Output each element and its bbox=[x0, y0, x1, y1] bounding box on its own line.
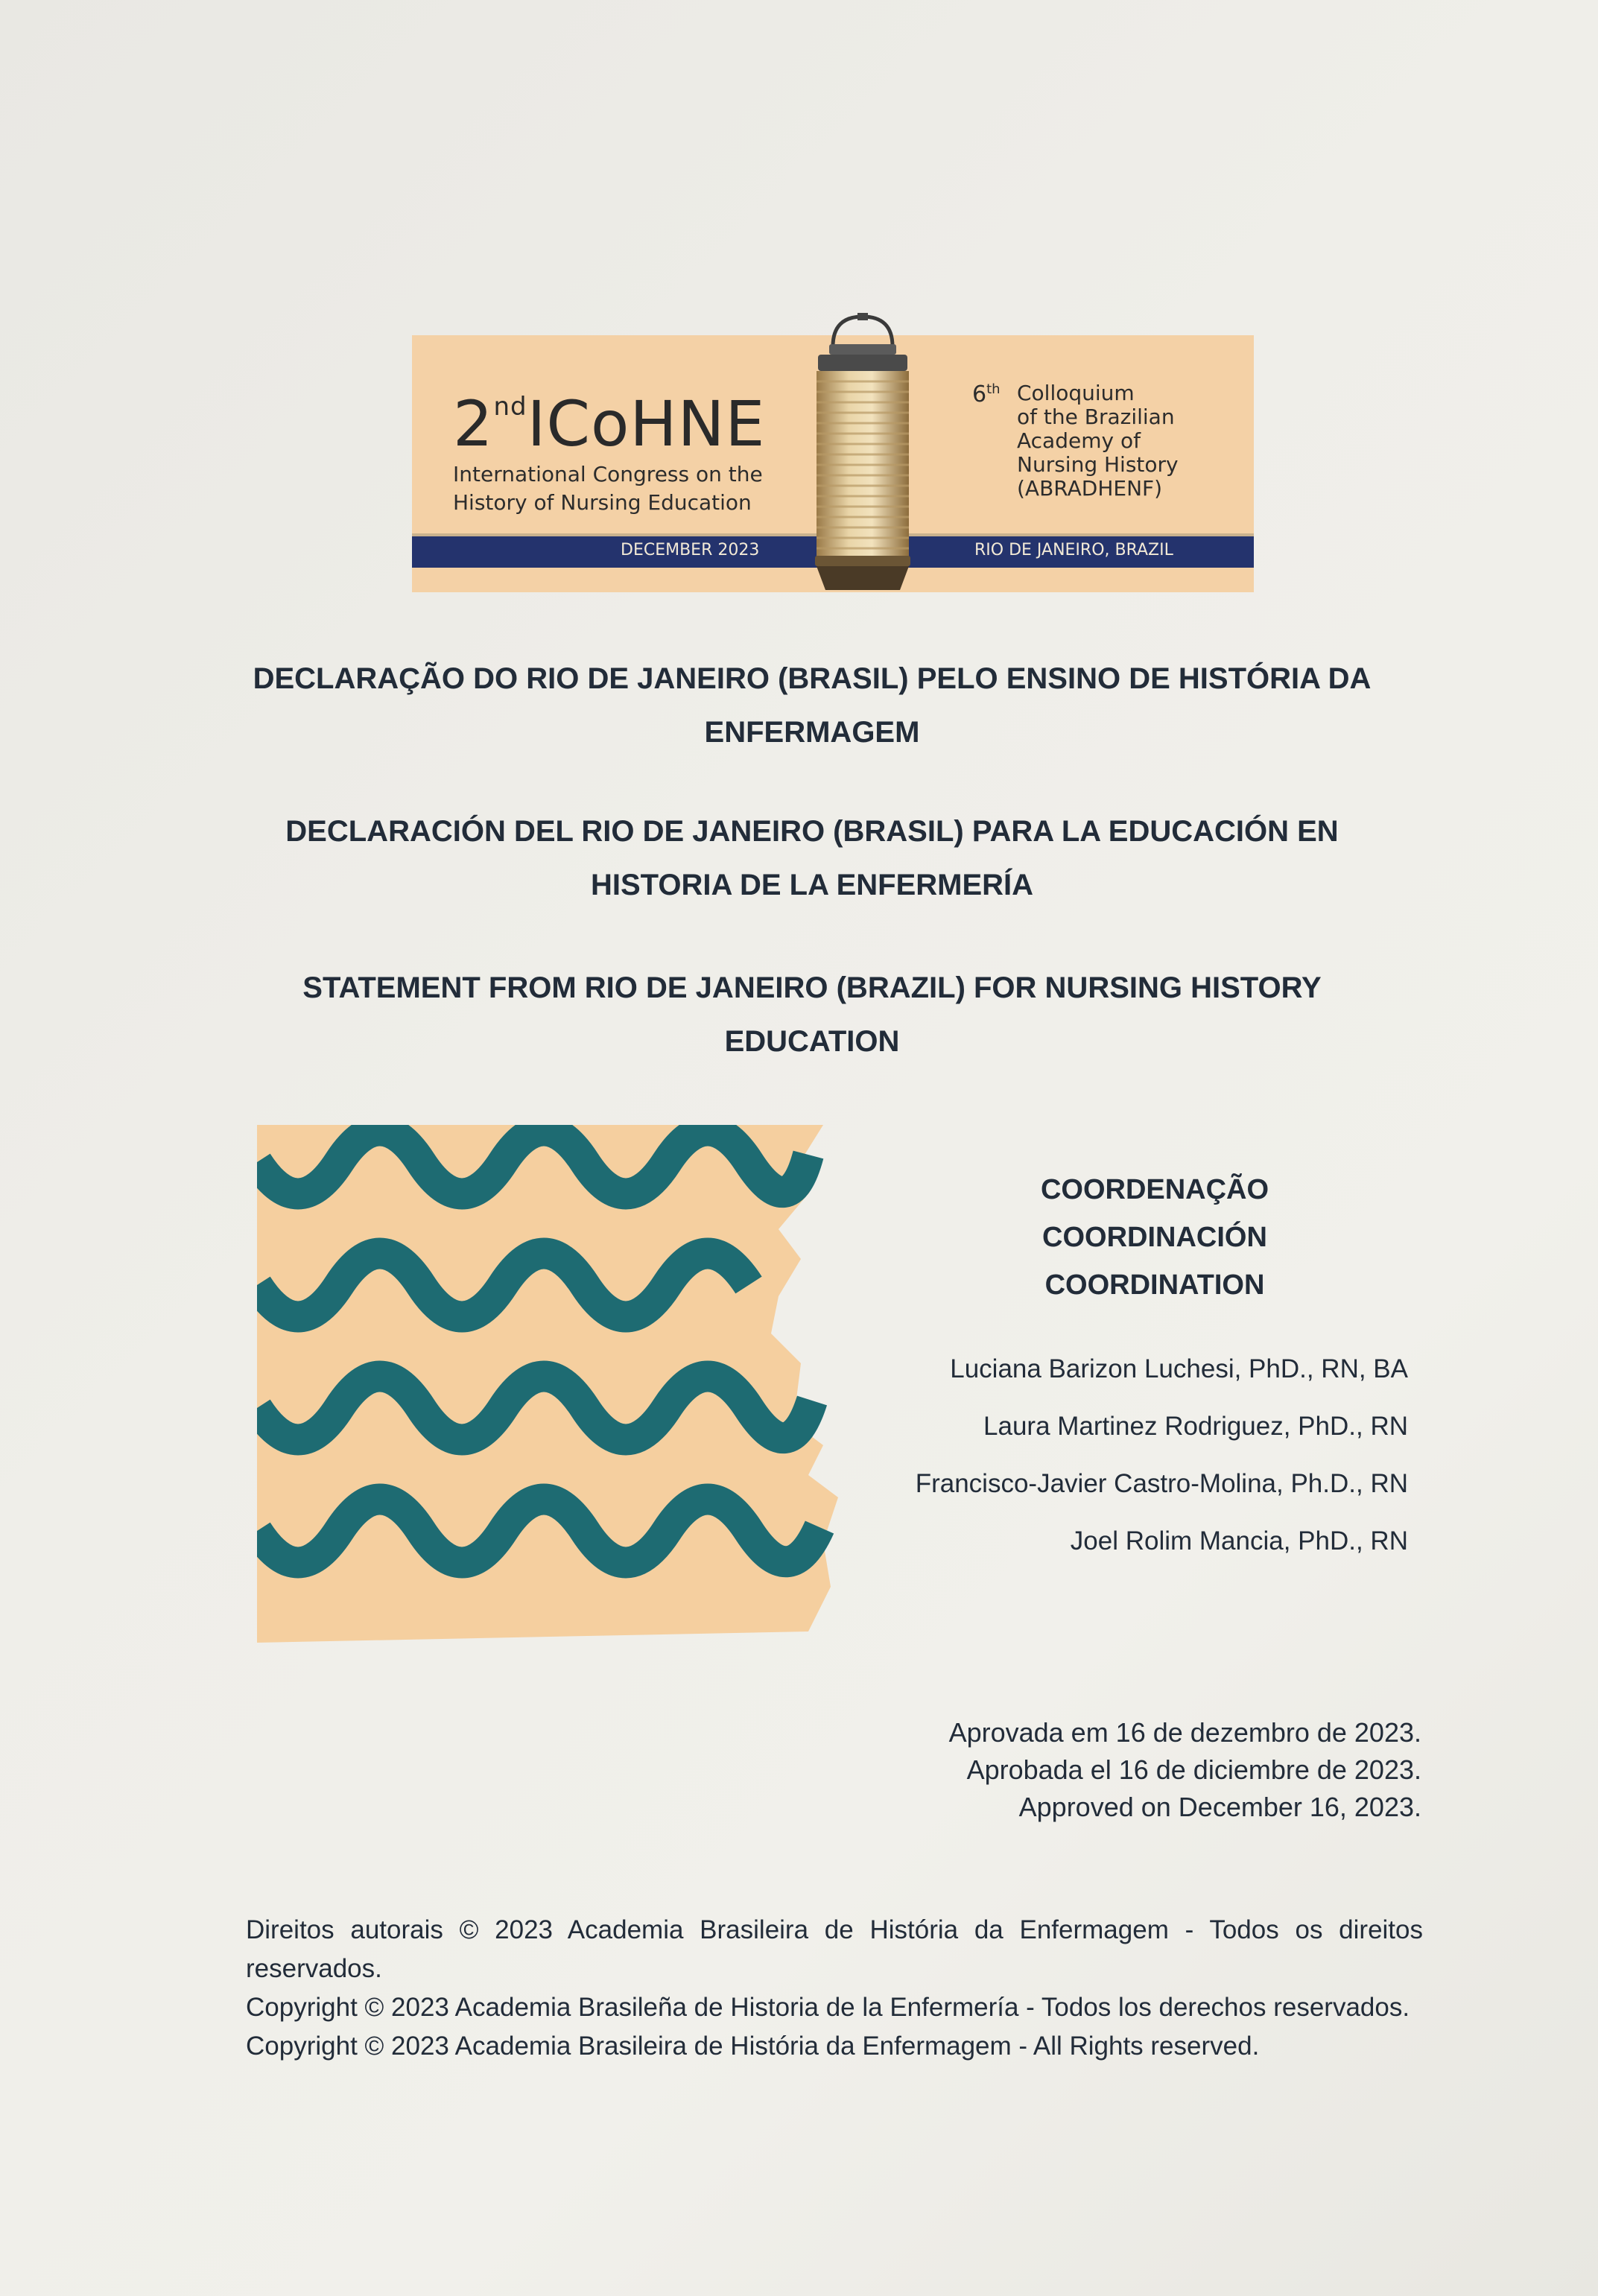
coordination-heading: COORDENAÇÃO COORDINACIÓN COORDINATION bbox=[1040, 1174, 1269, 1301]
copyright-notice bbox=[246, 1911, 1423, 2066]
title-portuguese: DECLARAÇÃO DO RIO DE JANEIRO (BRASIL) PELO ENSINO DE HISTÓRIA DA ENFERMAGEM bbox=[253, 662, 1372, 749]
approval-portuguese: Aprovada em 16 de dezembro de 2023. bbox=[948, 1717, 1421, 1748]
copyright-portuguese: Direitos autorais © 2023 Academia Brasileira de História da Enfermagem - Todos os direitos reservados. bbox=[246, 1915, 1423, 1983]
colloquium-number: 6th bbox=[972, 381, 1001, 407]
congress-date: DECEMBER 2023 bbox=[621, 541, 760, 559]
congress-full-name: International Congress on the History of Nursing Education bbox=[453, 462, 763, 515]
congress-location: RIO DE JANEIRO, BRAZIL bbox=[974, 541, 1173, 559]
author-name: Joel Rolim Mancia, PhD., RN bbox=[1070, 1526, 1408, 1555]
author-name: Luciana Barizon Luchesi, PhD., RN, BA bbox=[950, 1354, 1408, 1383]
copyright-spanish: Copyright © 2023 Academia Brasileña de Historia de la Enfermería - Todos los derechos reservados. bbox=[246, 1993, 1410, 2022]
colloquium-name: Colloquium of the Brazilian Academy of Nursing History (ABRADHENF) bbox=[1017, 381, 1179, 501]
copacabana-wave-illustration bbox=[257, 1125, 838, 1643]
title-spanish: DECLARACIÓN DEL RIO DE JANEIRO (BRASIL) PARA LA EDUCACIÓN EN HISTORIA DE LA ENFERMERÍA bbox=[285, 815, 1339, 901]
author-name: Laura Martinez Rodriguez, PhD., RN bbox=[983, 1412, 1408, 1441]
approval-spanish: Aprobada el 16 de diciembre de 2023. bbox=[966, 1754, 1421, 1785]
copyright-english: Copyright © 2023 Academia Brasileira de História da Enfermagem - All Rights reserved. bbox=[246, 2032, 1260, 2061]
congress-acronym: 2ndICoHNE bbox=[453, 387, 766, 460]
title-english: STATEMENT FROM RIO DE JANEIRO (BRAZIL) FOR NURSING HISTORY EDUCATION bbox=[302, 971, 1322, 1058]
approval-english: Approved on December 16, 2023. bbox=[1018, 1792, 1421, 1822]
congress-logo bbox=[412, 313, 1254, 611]
lantern-icon bbox=[788, 313, 937, 596]
author-name: Francisco-Javier Castro-Molina, Ph.D., RN bbox=[915, 1469, 1408, 1498]
